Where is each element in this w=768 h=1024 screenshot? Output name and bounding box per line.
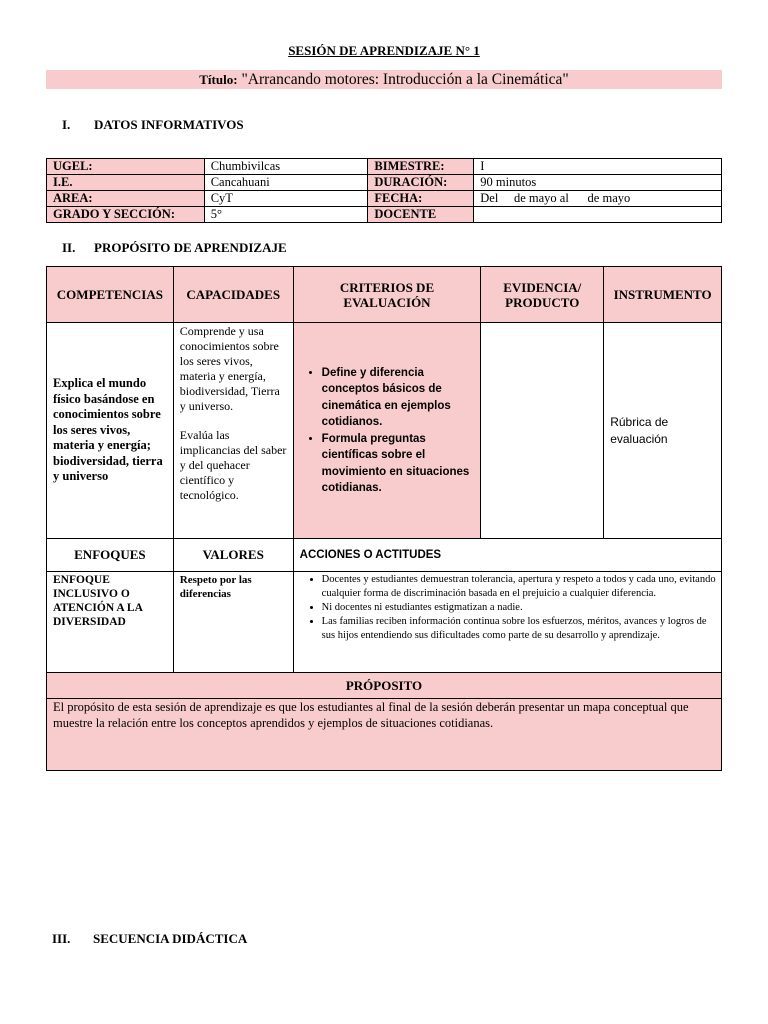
- acciones-list: [294, 573, 721, 643]
- header-enfoques: ENFOQUES: [47, 539, 174, 572]
- table-row: [47, 673, 722, 699]
- session-title-bar: [46, 70, 722, 89]
- area-label: AREA:: [47, 191, 205, 207]
- list-item: • Ni docentes ni estudiantes estigmatizan a nadie.: [322, 601, 717, 615]
- competencia-cell: Explica el mundo físico basándose en conocimientos sobre los seres vivos, materia y energía; biodiversidad, tierra y universo: [47, 323, 174, 539]
- table-row: [47, 572, 722, 673]
- capacidad-2: Evalúa las implicancias del saber y del quehacer científico y tecnológico.: [179, 428, 287, 502]
- table-row: [47, 699, 722, 771]
- evidencia-cell: [481, 323, 604, 539]
- list-item: • Docentes y estudiantes demuestran tolerancia, apertura y respeto a todos y cada uno, evitando cualquier forma de discriminación basada en el prejuicio a cualquier diferencia.: [322, 573, 717, 601]
- header-capacidades: CAPACIDADES: [173, 267, 293, 323]
- section-label: DATOS INFORMATIVOS: [94, 117, 244, 132]
- session-title: "Arrancando motores: Introducción a la Cinemática": [241, 71, 569, 88]
- info-table: [46, 158, 722, 223]
- list-item: • Formula preguntas científicas sobre el movimiento en situaciones cotidianas.: [322, 431, 477, 497]
- section-number: II.: [62, 240, 76, 255]
- valor-cell: Respeto por las diferencias: [173, 572, 293, 673]
- header-instrumento: INSTRUMENTO: [604, 267, 722, 323]
- section-label: SECUENCIA DIDÁCTICA: [93, 931, 248, 946]
- acciones-cell: [293, 572, 721, 673]
- docente-value: [474, 207, 722, 223]
- fecha-value: Del de mayo al de mayo: [474, 191, 722, 207]
- grado-value: 5°: [204, 207, 368, 223]
- bimestre-value: I: [474, 159, 722, 175]
- duracion-label: DURACIÓN:: [368, 175, 474, 191]
- ie-label: I.E.: [47, 175, 205, 191]
- header-criterios: CRITERIOS DE EVALUACIÓN: [293, 267, 481, 323]
- capacidad-1: Comprende y usa conocimientos sobre los seres vivos, materia y energía, biodiversidad, Tierra y universo.: [179, 324, 280, 413]
- duracion-value: 90 minutos: [474, 175, 722, 191]
- bimestre-label: BIMESTRE:: [368, 159, 474, 175]
- fecha-label: FECHA:: [368, 191, 474, 207]
- section-datos-informativos: [62, 117, 244, 133]
- title-label: Título:: [199, 72, 238, 87]
- table-row: [47, 323, 722, 539]
- table-row: [47, 207, 722, 223]
- table-row: [47, 175, 722, 191]
- list-item: • Las familias reciben información continua sobre los esfuerzos, méritos, avances y logros de sus hijos entendiendo sus dificultades como parte de su desarrollo y aprendizaje.: [322, 615, 717, 643]
- criterios-list: [294, 365, 481, 497]
- table-row: [47, 191, 722, 207]
- header-competencias: COMPETENCIAS: [47, 267, 174, 323]
- capacidades-cell: [173, 323, 293, 539]
- docente-label: DOCENTE: [368, 207, 474, 223]
- enfoque-cell: ENFOQUE INCLUSIVO O ATENCIÓN A LA DIVERSIDAD: [47, 572, 174, 673]
- list-item: • Define y diferencia conceptos básicos de cinemática en ejemplos cotidianos.: [322, 365, 477, 431]
- instrumento-cell: Rúbrica de evaluación: [604, 323, 722, 539]
- section-secuencia: [52, 931, 247, 947]
- area-value: CyT: [204, 191, 368, 207]
- proposito-text: El propósito de esta sesión de aprendizaje es que los estudiantes al final de la sesión deberán presentar un mapa conceptual que muestre la relación entre los conceptos aprendidos y ejemplos de situaciones cotidianas.: [47, 699, 722, 771]
- header-proposito: PRÓPOSITO: [47, 673, 722, 699]
- section-number: I.: [62, 117, 71, 132]
- header-valores: VALORES: [173, 539, 293, 572]
- table-row: [47, 539, 722, 572]
- proposito-table: [46, 266, 722, 771]
- header-evidencia: EVIDENCIA/ PRODUCTO: [481, 267, 604, 323]
- ugel-value: Chumbivilcas: [204, 159, 368, 175]
- section-label: PROPÓSITO DE APRENDIZAJE: [94, 240, 287, 255]
- table-row: [47, 159, 722, 175]
- section-proposito: [62, 240, 287, 256]
- table-row: [47, 267, 722, 323]
- header-acciones: ACCIONES O ACTITUDES: [293, 539, 721, 572]
- ugel-label: UGEL:: [47, 159, 205, 175]
- grado-label: GRADO Y SECCIÓN:: [47, 207, 205, 223]
- criterios-cell: [293, 323, 481, 539]
- section-number: III.: [52, 931, 71, 946]
- ie-value: Cancahuani: [204, 175, 368, 191]
- session-heading: SESIÓN DE APRENDIZAJE N° 1: [288, 43, 480, 58]
